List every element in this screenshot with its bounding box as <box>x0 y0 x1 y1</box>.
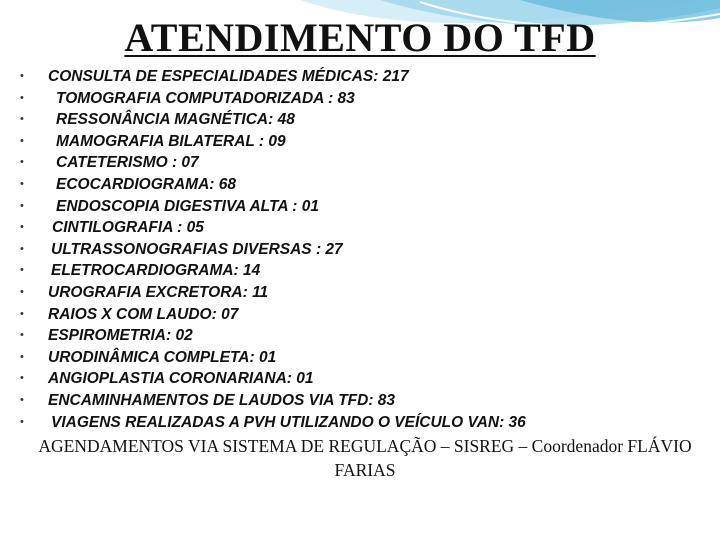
list-item-text: URODINÂMICA COMPLETA: 01 <box>48 348 277 366</box>
list-item-text: MAMOGRAFIA BILATERAL : 09 <box>56 132 286 150</box>
list-item-text: ANGIOPLASTIA CORONARIANA: 01 <box>48 370 314 388</box>
list-item-text: ESPIROMETRIA: 02 <box>48 327 193 345</box>
list-item-text: CINTILOGRAFIA : 05 <box>52 219 204 237</box>
list-item-text: ENDOSCOPIA DIGESTIVA ALTA : 01 <box>56 197 319 215</box>
list-item-text: ULTRASSONOGRAFIAS DIVERSAS : 27 <box>51 240 343 258</box>
bullet-icon: • <box>20 199 24 212</box>
bullet-icon: • <box>20 156 24 169</box>
list-item-text: CATETERISMO : 07 <box>56 154 199 172</box>
bullet-icon: • <box>20 307 24 320</box>
page-title: ATENDIMENTO DO TFD <box>124 15 596 60</box>
list-item-text: UROGRAFIA EXCRETORA: 11 <box>48 283 269 301</box>
bullet-icon: • <box>20 134 24 147</box>
bullet-icon: • <box>20 285 24 298</box>
bullet-icon: • <box>20 242 24 255</box>
bullet-icon: • <box>20 393 24 406</box>
bullet-icon: • <box>20 372 24 385</box>
footer-note: AGENDAMENTOS VIA SISTEMA DE REGULAÇÃO – SISREG – Coordenador FLÁVIO FARIAS <box>38 436 692 480</box>
list-item-text: CONSULTA DE ESPECIALIDADES MÉDICAS: 217 <box>48 68 409 85</box>
list-item-text: RAIOS X COM LAUDO: 07 <box>48 305 239 323</box>
bullet-icon: • <box>20 221 24 234</box>
list-item-text: VIAGENS REALIZADAS A PVH UTILIZANDO O VEÍCULO VAN: 36 <box>51 413 526 431</box>
bullet-icon: • <box>20 350 24 363</box>
list-item-text: ECOCARDIOGRAMA: 68 <box>56 175 236 193</box>
bullet-icon: • <box>20 264 24 277</box>
bullet-icon: • <box>20 70 24 82</box>
list-item-text: ELETROCARDIOGRAMA: 14 <box>51 262 261 280</box>
bullet-icon: • <box>20 329 24 342</box>
bullet-icon: • <box>20 177 24 190</box>
bullet-icon: • <box>20 91 24 104</box>
bullet-icon: • <box>20 415 24 428</box>
list-item-text: TOMOGRAFIA COMPUTADORIZADA : 83 <box>56 89 355 107</box>
bullet-icon: • <box>20 113 24 126</box>
list-item-text: ENCAMINHAMENTOS DE LAUDOS VIA TFD: 83 <box>48 391 396 409</box>
list-item-text: RESSONÂNCIA MAGNÉTICA: 48 <box>56 111 295 129</box>
